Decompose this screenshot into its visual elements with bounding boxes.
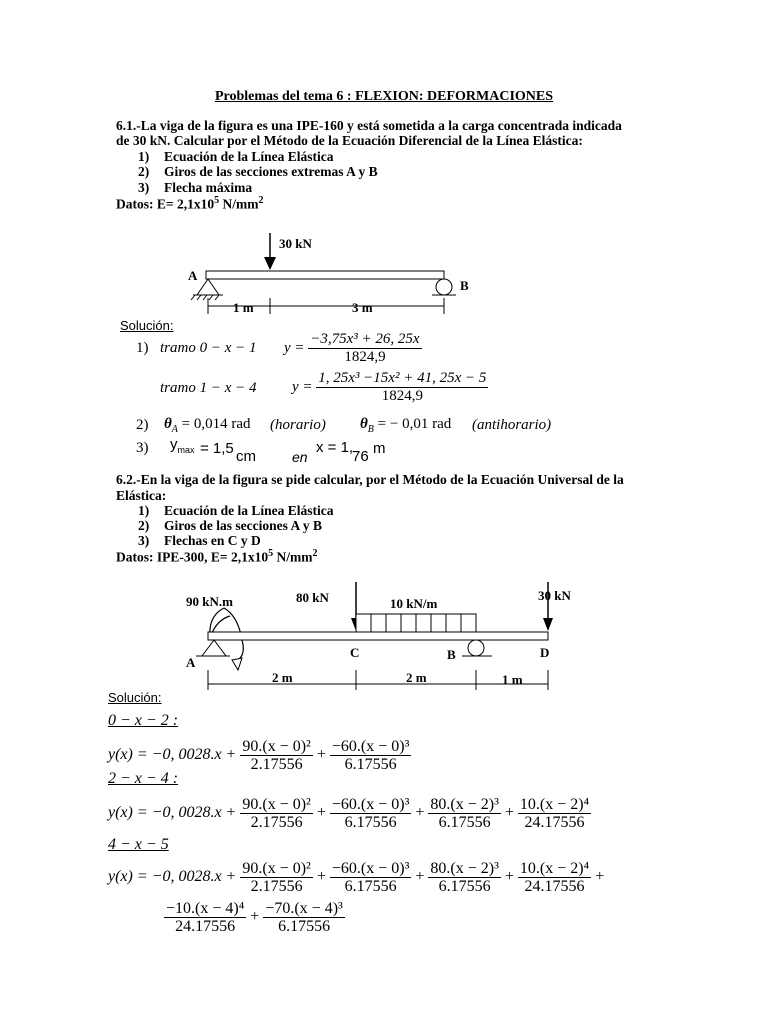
p1-sol-eq-1-frac (308, 331, 421, 366)
distributed-load (356, 614, 476, 632)
range-2-4: 2 − x − 4 : (108, 770, 179, 787)
p1-sol-tramo-2: tramo 1 − x − 4 (160, 380, 257, 396)
roller-support-b (462, 640, 492, 656)
p1-datos (116, 195, 263, 213)
term-5 (164, 900, 246, 935)
fraction-numerator: 10.(x − 2)⁴ (519, 796, 590, 813)
beam (206, 271, 444, 279)
label-c: C (350, 645, 360, 660)
load-arrow-30kn (264, 233, 276, 270)
p1-sol-eq-2-lhs: y = (292, 378, 313, 395)
eq-range-4-5 (108, 860, 604, 895)
load-label-80kn: 80 kN (296, 590, 329, 605)
fraction-numerator: 80.(x − 2)³ (430, 860, 499, 877)
eq-range-2-4 (108, 796, 591, 831)
p1-statement-line1: 6.1.-La viga de la figura es una IPE-160 y está sometida a la carga concentrada indicada (116, 118, 622, 133)
p2-item-text: Giros de las secciones A y B (164, 518, 323, 533)
p2-item-number: 1) (138, 503, 150, 518)
p1-sol-x-value: x = 1, (316, 439, 354, 456)
theta-b-value: = − 0,01 rad (373, 416, 452, 432)
p1-sol-eq-2-frac (316, 370, 488, 405)
eq-range-4-5-cont (164, 900, 345, 935)
label-a: A (186, 655, 196, 670)
term-3 (428, 796, 500, 831)
term-4 (518, 796, 591, 831)
fraction-denominator: 6.17556 (438, 814, 491, 831)
p1-sol-theta-a-note: (horario) (270, 417, 326, 433)
fraction-denominator: 24.17556 (524, 878, 585, 895)
fraction-numerator: 90.(x − 0)² (242, 796, 311, 813)
p1-item-number: 1) (138, 149, 150, 164)
p1-datos-text: Datos: E= 2,1x10 (116, 196, 215, 212)
p2-item-text: Flechas en C y D (164, 533, 261, 548)
p1-item (138, 164, 378, 180)
p1-sol-ymax (170, 436, 195, 455)
fraction-denominator: 1824,9 (381, 388, 423, 404)
p2-solution-label: Solución: (108, 690, 162, 705)
p1-sol-item-number: 2) (136, 417, 149, 433)
plus-sign: + (316, 804, 326, 822)
p2-item-number: 3) (138, 533, 150, 548)
p1-item-text: Ecuación de la Línea Elástica (164, 149, 334, 164)
dim-1m: 1 m (233, 300, 254, 315)
eq-lhs: y(x) = −0, 0028.x + (108, 746, 237, 764)
moment-label: 90 kN.m (186, 594, 233, 609)
p1-item-text: Giros de las secciones extremas A y B (164, 164, 378, 179)
theta-symbol: θ (360, 416, 368, 432)
plus-sign: + (415, 868, 425, 886)
fraction-numerator: 10.(x − 2)⁴ (519, 860, 590, 877)
label-d: D (540, 645, 550, 660)
fraction-numerator: −60.(x − 0)³ (331, 796, 410, 813)
p1-sol-en: en (292, 449, 308, 465)
p2-item-text: Ecuación de la Línea Elástica (164, 503, 334, 518)
theta-b-sub: B (367, 424, 374, 435)
pin-support-a (196, 640, 230, 656)
dim-1m: 1 m (502, 672, 523, 687)
fraction-denominator: 6.17556 (438, 878, 491, 895)
label-b: B (460, 278, 469, 293)
p2-datos (116, 548, 317, 566)
fraction-numerator: −10.(x − 4)⁴ (166, 900, 245, 917)
fraction-numerator: −70.(x − 4)³ (265, 900, 343, 917)
p1-sol-item-number: 1) (136, 340, 149, 356)
fraction-numerator: −60.(x − 0)³ (331, 860, 410, 877)
label-a: A (188, 268, 198, 283)
eq-lhs: y(x) = −0, 0028.x + (108, 868, 237, 886)
dim-2m: 2 m (406, 670, 427, 685)
dimension-line (208, 670, 548, 690)
plus-sign: + (415, 804, 425, 822)
term-1 (240, 738, 312, 773)
plus-sign: + (504, 868, 514, 886)
p1-statement-line2: de 30 kN. Calcular por el Método de la Ecuación Diferencial de la Línea Elástica: (116, 133, 583, 148)
plus-sign: + (316, 746, 326, 764)
fraction-denominator: 1824,9 (344, 349, 386, 365)
plus-sign: + (504, 804, 514, 822)
p1-sol-ymax-unit: cm (236, 448, 256, 465)
plus-sign: + (595, 868, 605, 886)
p1-sol-theta-b (360, 416, 451, 435)
fraction-numerator: −60.(x − 0)³ (331, 738, 410, 755)
fraction-denominator: 6.17556 (344, 756, 397, 773)
p2-datos-unit: N/mm (273, 549, 313, 565)
theta-a-sub: A (171, 424, 178, 435)
fraction-denominator: 2.17556 (250, 814, 303, 831)
eq-range-0-2 (108, 738, 411, 773)
p1-item-text: Flecha máxima (164, 180, 253, 195)
beam-figure-1 (180, 228, 480, 320)
p1-item-number: 2) (138, 164, 150, 179)
beam-figure-2 (180, 580, 590, 692)
p1-sol-theta-a (164, 416, 251, 435)
p2-item (138, 518, 322, 534)
fraction-denominator: 24.17556 (524, 814, 585, 831)
fraction-numerator: −3,75x³ + 26, 25x (310, 331, 420, 347)
fraction-numerator: 90.(x − 0)² (242, 738, 311, 755)
fraction-denominator: 6.17556 (278, 918, 331, 935)
term-2 (330, 738, 412, 773)
p1-sol-x-decimals: 76 (352, 448, 369, 465)
term-2 (330, 860, 412, 895)
fraction-numerator: 80.(x − 2)³ (430, 796, 499, 813)
p1-item-number: 3) (138, 180, 150, 195)
p1-sol-tramo-1: tramo 0 − x − 1 (160, 340, 257, 356)
roller-support-b (432, 279, 456, 295)
p2-item (138, 533, 261, 549)
dim-3m: 3 m (352, 300, 373, 315)
p1-sol-item-number: 3) (136, 440, 149, 456)
fraction-denominator: 24.17556 (175, 918, 236, 935)
p2-item (138, 503, 334, 519)
load-label-30kn: 30 kN (279, 236, 312, 251)
fraction-denominator: 6.17556 (344, 878, 397, 895)
title-prefix: Problemas del tema 6 : (214, 89, 356, 104)
load-label-30kn: 30 kN (538, 588, 571, 603)
term-2 (330, 796, 412, 831)
term-1 (240, 796, 312, 831)
plus-sign: + (250, 908, 260, 926)
theta-symbol: θ (164, 416, 172, 432)
fraction-denominator: 2.17556 (250, 878, 303, 895)
p1-sol-eq-1 (284, 331, 422, 366)
p1-item (138, 180, 252, 196)
ymax-y: y (170, 436, 178, 453)
p1-sol-eq-2 (292, 370, 488, 405)
p1-solution-label: Solución: (120, 318, 174, 333)
p2-statement-line2: Elástica: (116, 488, 167, 503)
range-4-5: 4 − x − 5 (108, 836, 169, 853)
p1-datos-unit: N/mm (219, 196, 259, 212)
p1-datos-unit-exp: 2 (258, 195, 264, 206)
term-1 (240, 860, 312, 895)
p1-sol-eq-1-lhs: y = (284, 339, 305, 356)
p1-datos-exp: 5 (214, 195, 220, 206)
page-title (0, 89, 768, 105)
p2-datos-exp: 5 (268, 548, 274, 559)
fraction-numerator: 1, 25x³ −15x² + 41, 25x − 5 (318, 370, 487, 386)
theta-a-value: = 0,014 rad (177, 416, 251, 432)
ymax-sub: max (177, 445, 195, 455)
term-4 (518, 860, 591, 895)
p1-sol-x-unit: m (373, 440, 386, 457)
p1-sol-ymax-value: = 1,5 (200, 440, 234, 457)
fraction-denominator: 6.17556 (344, 814, 397, 831)
label-b: B (447, 647, 456, 662)
p2-datos-unit-exp: 2 (312, 548, 318, 559)
range-0-2: 0 − x − 2 : (108, 712, 179, 729)
p1-item (138, 149, 334, 165)
p2-datos-text: Datos: IPE-300, E= 2,1x10 (116, 549, 269, 565)
fraction-denominator: 2.17556 (250, 756, 303, 773)
title-main: FLEXION: DEFORMACIONES (355, 89, 554, 104)
p2-item-number: 2) (138, 518, 150, 533)
fraction-numerator: 90.(x − 0)² (242, 860, 311, 877)
p1-sol-theta-b-note: (antihorario) (472, 417, 552, 433)
eq-lhs: y(x) = −0, 0028.x + (108, 804, 237, 822)
beam (208, 632, 548, 640)
term-6 (263, 900, 345, 935)
dim-2m: 2 m (272, 670, 293, 685)
distributed-load-label: 10 kN/m (390, 596, 438, 611)
p2-statement-line1: 6.2.-En la viga de la figura se pide calcular, por el Método de la Ecuación Universal de la (116, 472, 624, 487)
plus-sign: + (316, 868, 326, 886)
term-3 (428, 860, 500, 895)
